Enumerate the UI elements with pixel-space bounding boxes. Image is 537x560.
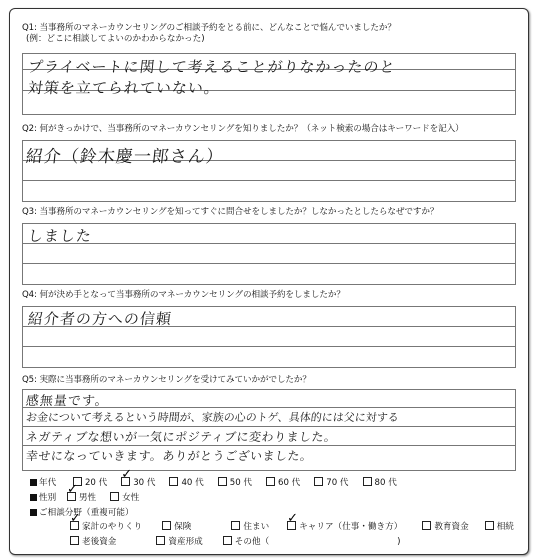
checkbox-label: その他（ — [234, 537, 270, 547]
checkbox[interactable] — [314, 477, 323, 486]
answer-line — [22, 426, 516, 427]
checkbox-label: 20 代 — [84, 478, 108, 488]
question-block-q2 — [22, 124, 516, 204]
checkbox-option[interactable] — [363, 477, 397, 489]
field-row-label — [30, 507, 134, 519]
question-block-q3 — [22, 207, 516, 287]
checkbox[interactable] — [121, 477, 130, 486]
handwritten-answer: しました — [27, 227, 93, 245]
checkbox-label: 教育資金 — [434, 522, 469, 532]
checkbox-option[interactable] — [218, 477, 252, 489]
checkbox[interactable] — [287, 521, 296, 530]
question-block-q5 — [22, 375, 516, 470]
question-block-q1 — [22, 23, 516, 119]
checkbox-label: 資産形成 — [168, 537, 203, 547]
checkbox-label: 相続 — [496, 522, 514, 532]
checkbox[interactable] — [363, 477, 372, 486]
checkbox-option[interactable] — [223, 536, 269, 548]
checkbox[interactable] — [422, 521, 431, 530]
checkbox-option[interactable] — [70, 536, 116, 548]
checkbox[interactable] — [266, 477, 275, 486]
checkbox[interactable] — [70, 536, 79, 545]
checkbox-option[interactable] — [266, 477, 300, 489]
checkbox-option[interactable] — [110, 492, 139, 504]
checkbox-label: 40 代 — [181, 478, 204, 488]
gender-label: 性別 — [39, 493, 57, 503]
handwritten-answer: 紹介（鈴木慶一郎さん） — [24, 147, 225, 167]
checkbox-option[interactable] — [422, 521, 468, 533]
question-block-q4 — [22, 290, 516, 370]
checkbox-label: 家計のやりくり — [82, 522, 143, 532]
gender-row — [30, 492, 139, 504]
checkbox-label: 80 代 — [374, 478, 397, 488]
bullet-square — [30, 509, 37, 516]
checkbox[interactable] — [110, 492, 119, 501]
question-text: Q3: 当事務所のマネーカウンセリングを知ってすぐに問合せをしましたか？しなかったとしたらなぜですか？ — [22, 207, 439, 217]
age-row — [30, 477, 397, 489]
checkbox-label: 男性 — [78, 493, 97, 503]
checkbox-option[interactable] — [162, 521, 191, 533]
answer-line — [22, 445, 516, 446]
question-text: Q5: 実際に当事務所のマネーカウンセリングを受けてみていかがでしたか？ — [22, 375, 311, 385]
answer-line — [22, 243, 516, 244]
age-label: 年代 — [39, 478, 57, 488]
field-label: ご相談分野（重複可能） — [39, 508, 134, 518]
handwritten-answer: 幸せになっていきます。ありがとうございました。 — [25, 449, 314, 463]
checkbox-option[interactable] — [156, 536, 202, 548]
checkbox[interactable] — [218, 477, 227, 486]
handwritten-answer: 感無量です。 — [25, 394, 110, 409]
handwritten-answer: ネガティブな想いが一気にポジティブに変わりました。 — [25, 430, 338, 444]
checkbox-label: 保険 — [174, 522, 192, 532]
field-row-1 — [70, 521, 514, 533]
checkbox[interactable] — [156, 536, 165, 545]
checkbox-option[interactable] — [67, 492, 96, 504]
checkbox-option[interactable] — [70, 521, 142, 533]
answer-line — [22, 346, 516, 347]
checkbox-option[interactable] — [287, 521, 402, 533]
example-text: (例：どこに相談してよいのかわからなかった) — [26, 34, 205, 44]
checkbox-label: 30 代 — [133, 478, 156, 488]
checkbox[interactable] — [162, 521, 171, 530]
checkbox-label: キャリア（仕事・働き方） — [299, 522, 403, 532]
checkbox[interactable] — [169, 477, 178, 486]
checkbox-label: 女性 — [122, 493, 140, 503]
checkbox-option[interactable] — [73, 477, 107, 489]
question-text: Q1: 当事務所のマネーカウンセリングのご相談予約をとる前に、どんなことで悩んでいましたか？ — [22, 23, 396, 33]
bullet-square — [30, 479, 37, 486]
answer-line — [22, 180, 516, 181]
bullet-square — [30, 494, 37, 501]
question-text: Q4: 何が決め手となって当事務所のマネーカウンセリングの相談予約をしましたか？ — [22, 290, 345, 300]
checkbox-label: 住まい — [243, 522, 270, 532]
checkbox[interactable] — [70, 521, 79, 530]
checkbox[interactable] — [231, 521, 240, 530]
checkbox-option[interactable] — [314, 477, 348, 489]
handwritten-answer: プライベートに関して考えることがりなかったのと — [27, 58, 397, 76]
question-text: Q2: 何がきっかけで、当事務所のマネーカウンセリングを知りましたか？（ネット検索の場合はキーワードを記入） — [22, 124, 464, 134]
handwritten-answer: 対策を立てられていない。 — [27, 79, 221, 97]
checkbox-label: 50 代 — [229, 478, 252, 488]
handwritten-answer: 紹介者の方への信頼 — [27, 310, 173, 328]
checkbox-label: 老後資金 — [82, 537, 117, 547]
checkbox[interactable] — [485, 521, 494, 530]
checkbox-option[interactable] — [169, 477, 203, 489]
answer-line — [22, 263, 516, 264]
close-paren: ) — [397, 537, 401, 547]
checkbox-label: 70 代 — [326, 478, 349, 488]
checkbox[interactable] — [67, 492, 76, 501]
answer-box — [22, 223, 516, 285]
checkbox-option[interactable] — [231, 521, 269, 533]
checkbox-option[interactable] — [121, 477, 155, 489]
checkbox-label: 60 代 — [278, 478, 301, 488]
field-row-2 — [70, 536, 401, 548]
handwritten-answer: お金について考えるという時間が、家族の心のトゲ、具体的には父に対する — [25, 411, 400, 424]
checkbox-option[interactable] — [485, 521, 514, 533]
checkbox[interactable] — [223, 536, 232, 545]
